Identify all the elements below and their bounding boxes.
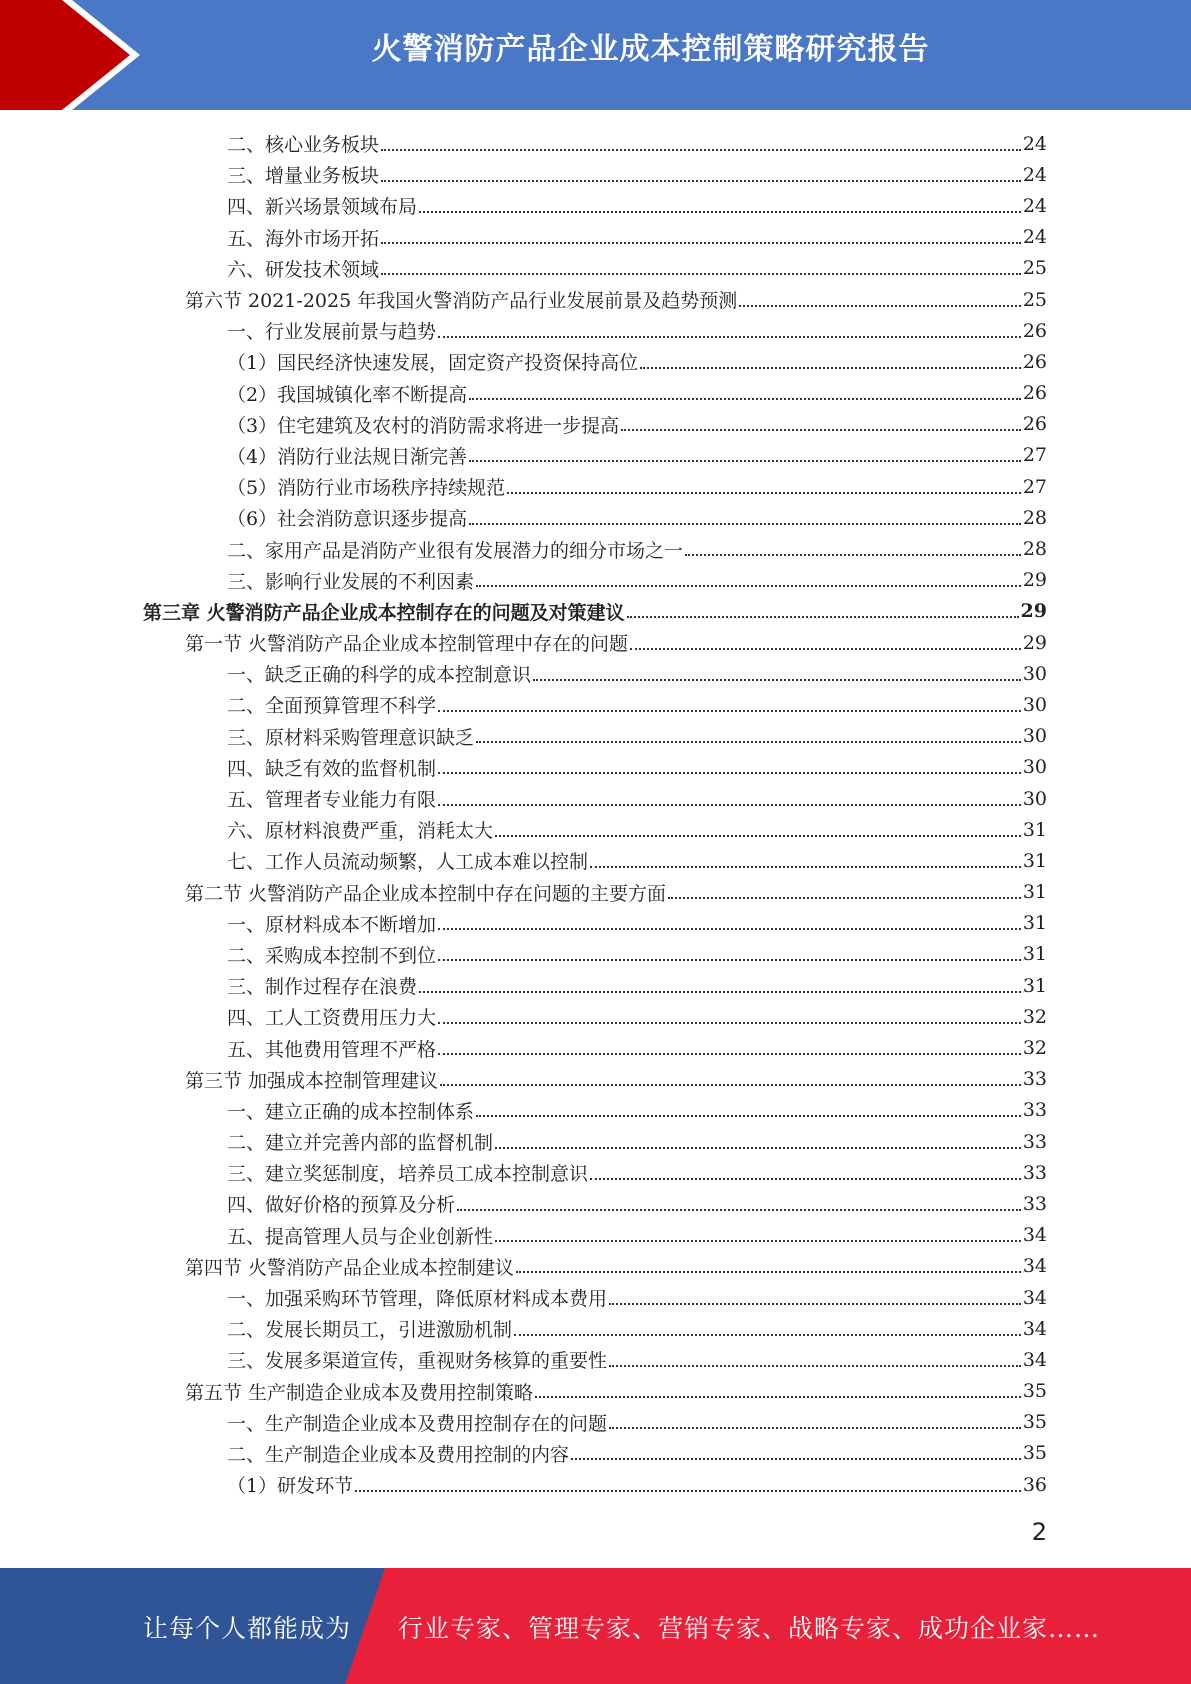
toc-entry-label: 七、工作人员流动频繁，人工成本难以控制 bbox=[227, 851, 589, 874]
toc-dot-leader bbox=[571, 1458, 1021, 1460]
toc-dot-leader bbox=[419, 211, 1021, 213]
toc-entry[interactable] bbox=[0, 222, 1191, 253]
toc-entry[interactable] bbox=[0, 1188, 1191, 1219]
toc-entry-page: 34 bbox=[1022, 1286, 1047, 1309]
toc-entry-label: 一、原材料成本不断增加 bbox=[227, 913, 437, 936]
toc-entry[interactable] bbox=[0, 1469, 1191, 1500]
toc-dot-leader bbox=[627, 616, 1019, 618]
toc-dot-leader bbox=[440, 1084, 1021, 1086]
toc-entry-label: （6）社会消防意识逐步提高 bbox=[227, 508, 468, 531]
toc-dot-leader bbox=[469, 523, 1021, 525]
toc-entry-page: 33 bbox=[1022, 1068, 1047, 1091]
toc-dot-leader bbox=[438, 336, 1021, 338]
toc-entry[interactable] bbox=[0, 1438, 1191, 1469]
toc-entry-label: 三、制作过程存在浪费 bbox=[227, 976, 418, 999]
toc-dot-leader bbox=[590, 1178, 1021, 1180]
page-header bbox=[0, 0, 1191, 110]
toc-dot-leader bbox=[438, 772, 1021, 774]
toc-entry-page: 32 bbox=[1022, 1037, 1047, 1060]
toc-entry[interactable] bbox=[0, 970, 1191, 1001]
toc-entry-page: 31 bbox=[1022, 912, 1047, 935]
toc-entry[interactable] bbox=[0, 596, 1191, 627]
toc-entry-label: 第六节 2021-2025 年我国火警消防产品行业发展前景及趋势预测 bbox=[185, 290, 738, 313]
toc-entry-page: 33 bbox=[1022, 1099, 1047, 1122]
toc-entry-label: 五、海外市场开拓 bbox=[227, 227, 380, 250]
toc-entry-page: 31 bbox=[1022, 881, 1047, 904]
toc-entry[interactable] bbox=[0, 1032, 1191, 1063]
toc-entry-page: 34 bbox=[1022, 1224, 1047, 1247]
toc-dot-leader bbox=[355, 1490, 1021, 1492]
toc-entry[interactable] bbox=[0, 1126, 1191, 1157]
toc-dot-leader bbox=[609, 1427, 1021, 1429]
toc-dot-leader bbox=[457, 1209, 1021, 1211]
toc-entry-page: 30 bbox=[1022, 756, 1047, 779]
toc-entry-label: 六、原材料浪费严重，消耗太大 bbox=[227, 820, 494, 843]
toc-entry-label: 第三章 火警消防产品企业成本控制存在的问题及对策建议 bbox=[143, 601, 625, 624]
toc-dot-leader bbox=[438, 928, 1021, 930]
toc-entry-label: 三、增量业务板块 bbox=[227, 165, 380, 188]
toc-entry-page: 34 bbox=[1022, 1348, 1047, 1371]
toc-entry-page: 34 bbox=[1022, 1317, 1047, 1340]
toc-entry-page: 35 bbox=[1022, 1442, 1047, 1465]
toc-entry-label: 一、生产制造企业成本及费用控制存在的问题 bbox=[227, 1412, 608, 1435]
toc-entry-page: 31 bbox=[1022, 849, 1047, 872]
toc-entry-page: 24 bbox=[1022, 194, 1047, 217]
table-of-contents bbox=[0, 128, 1191, 1500]
toc-entry-label: 一、缺乏正确的科学的成本控制意识 bbox=[227, 664, 532, 687]
toc-entry-page: 26 bbox=[1022, 319, 1047, 342]
toc-dot-leader bbox=[438, 1053, 1021, 1055]
toc-entry-label: 第二节 火警消防产品企业成本控制中存在问题的主要方面 bbox=[185, 882, 667, 905]
toc-entry-page: 27 bbox=[1022, 444, 1047, 467]
toc-entry-label: 四、新兴场景领域布局 bbox=[227, 196, 418, 219]
toc-entry[interactable] bbox=[0, 346, 1191, 377]
header-red-chevron-icon bbox=[0, 0, 150, 110]
toc-entry-page: 28 bbox=[1022, 538, 1047, 561]
toc-entry[interactable] bbox=[0, 1157, 1191, 1188]
toc-entry[interactable] bbox=[0, 533, 1191, 564]
toc-entry-label: 五、提高管理人员与企业创新性 bbox=[227, 1225, 494, 1248]
toc-entry-page: 36 bbox=[1022, 1473, 1047, 1496]
toc-dot-leader bbox=[640, 367, 1021, 369]
toc-entry[interactable] bbox=[0, 1344, 1191, 1375]
toc-entry-label: （3）住宅建筑及农村的消防需求将进一步提高 bbox=[227, 414, 620, 437]
toc-entry[interactable] bbox=[0, 1313, 1191, 1344]
toc-dot-leader bbox=[668, 897, 1021, 899]
toc-dot-leader bbox=[533, 679, 1021, 681]
toc-entry-page: 30 bbox=[1022, 693, 1047, 716]
toc-dot-leader bbox=[381, 149, 1021, 151]
toc-entry-page: 33 bbox=[1022, 1161, 1047, 1184]
toc-entry[interactable] bbox=[0, 190, 1191, 221]
toc-entry-page: 29 bbox=[1022, 631, 1047, 654]
toc-dot-leader bbox=[514, 1334, 1021, 1336]
toc-dot-leader bbox=[609, 1303, 1021, 1305]
toc-entry[interactable] bbox=[0, 627, 1191, 658]
toc-dot-leader bbox=[381, 242, 1021, 244]
toc-entry[interactable] bbox=[0, 471, 1191, 502]
toc-entry[interactable] bbox=[0, 1376, 1191, 1407]
toc-entry[interactable] bbox=[0, 409, 1191, 440]
toc-entry[interactable] bbox=[0, 752, 1191, 783]
toc-entry-label: 第五节 生产制造企业成本及费用控制策略 bbox=[185, 1381, 534, 1404]
toc-entry-page: 30 bbox=[1022, 662, 1047, 685]
toc-entry-page: 26 bbox=[1022, 382, 1047, 405]
toc-entry-label: 二、建立并完善内部的监督机制 bbox=[227, 1132, 494, 1155]
toc-entry-page: 31 bbox=[1022, 974, 1047, 997]
toc-dot-leader bbox=[739, 305, 1021, 307]
toc-entry[interactable] bbox=[0, 378, 1191, 409]
toc-entry-label: 二、家用产品是消防产业很有发展潜力的细分市场之一 bbox=[227, 539, 684, 562]
toc-entry-label: 三、影响行业发展的不利因素 bbox=[227, 570, 475, 593]
toc-entry-label: （1）国民经济快速发展，固定资产投资保持高位 bbox=[227, 352, 639, 375]
toc-entry[interactable] bbox=[0, 284, 1191, 315]
toc-entry-page: 29 bbox=[1020, 600, 1047, 623]
toc-dot-leader bbox=[381, 180, 1021, 182]
toc-dot-leader bbox=[438, 804, 1021, 806]
toc-entry-label: 第三节 加强成本控制管理建议 bbox=[185, 1069, 439, 1092]
toc-entry[interactable] bbox=[0, 253, 1191, 284]
toc-dot-leader bbox=[438, 959, 1021, 961]
toc-dot-leader bbox=[590, 866, 1021, 868]
toc-entry-label: （1）研发环节 bbox=[227, 1475, 354, 1498]
toc-dot-leader bbox=[476, 741, 1021, 743]
toc-dot-leader bbox=[621, 429, 1021, 431]
toc-entry-label: （4）消防行业法规日渐完善 bbox=[227, 445, 468, 468]
toc-entry-page: 31 bbox=[1022, 818, 1047, 841]
toc-entry-page: 28 bbox=[1022, 506, 1047, 529]
toc-entry-label: 一、建立正确的成本控制体系 bbox=[227, 1100, 475, 1123]
toc-entry[interactable] bbox=[0, 440, 1191, 471]
toc-entry[interactable] bbox=[0, 877, 1191, 908]
toc-entry-page: 24 bbox=[1022, 132, 1047, 155]
toc-entry-label: （5）消防行业市场秩序持续规范 bbox=[227, 477, 506, 500]
page-footer bbox=[0, 1568, 1191, 1684]
toc-entry-page: 29 bbox=[1022, 569, 1047, 592]
footer-slogan-right: 行业专家、管理专家、营销专家、战略专家、成功企业家…… bbox=[398, 1614, 1101, 1643]
toc-dot-leader bbox=[516, 1271, 1021, 1273]
toc-entry[interactable] bbox=[0, 908, 1191, 939]
toc-entry[interactable] bbox=[0, 565, 1191, 596]
page-number: 2 bbox=[1031, 1518, 1047, 1546]
toc-entry-page: 33 bbox=[1022, 1192, 1047, 1215]
toc-dot-leader bbox=[419, 991, 1021, 993]
toc-dot-leader bbox=[495, 835, 1021, 837]
toc-entry-page: 26 bbox=[1022, 413, 1047, 436]
toc-entry-page: 24 bbox=[1022, 163, 1047, 186]
toc-entry[interactable] bbox=[0, 845, 1191, 876]
toc-entry-label: 二、核心业务板块 bbox=[227, 134, 380, 157]
toc-entry-page: 35 bbox=[1022, 1380, 1047, 1403]
toc-entry-label: 二、全面预算管理不科学 bbox=[227, 695, 437, 718]
toc-dot-leader bbox=[469, 460, 1021, 462]
toc-entry-page: 27 bbox=[1022, 475, 1047, 498]
toc-entry-page: 32 bbox=[1022, 1005, 1047, 1028]
toc-dot-leader bbox=[535, 1396, 1021, 1398]
toc-entry[interactable] bbox=[0, 783, 1191, 814]
toc-entry[interactable] bbox=[0, 1251, 1191, 1282]
toc-dot-leader bbox=[630, 648, 1021, 650]
report-title: 火警消防产品企业成本控制策略研究报告 bbox=[371, 32, 930, 67]
toc-entry-label: 三、发展多渠道宣传，重视财务核算的重要性 bbox=[227, 1350, 608, 1373]
toc-entry-page: 33 bbox=[1022, 1130, 1047, 1153]
toc-entry-label: 二、生产制造企业成本及费用控制的内容 bbox=[227, 1443, 570, 1466]
toc-entry[interactable] bbox=[0, 939, 1191, 970]
footer-slogan-left: 让每个人都能成为 bbox=[143, 1614, 352, 1643]
toc-entry[interactable] bbox=[0, 814, 1191, 845]
toc-entry[interactable] bbox=[0, 689, 1191, 720]
toc-dot-leader bbox=[476, 585, 1021, 587]
toc-entry-page: 24 bbox=[1022, 226, 1047, 249]
toc-entry[interactable] bbox=[0, 315, 1191, 346]
toc-entry-page: 34 bbox=[1022, 1255, 1047, 1278]
toc-entry-page: 25 bbox=[1022, 288, 1047, 311]
toc-entry-label: 第一节 火警消防产品企业成本控制管理中存在的问题 bbox=[185, 633, 629, 656]
toc-entry-label: 二、发展长期员工，引进激励机制 bbox=[227, 1319, 513, 1342]
toc-entry-label: 二、采购成本控制不到位 bbox=[227, 944, 437, 967]
toc-dot-leader bbox=[438, 710, 1021, 712]
toc-entry[interactable] bbox=[0, 128, 1191, 159]
toc-entry[interactable] bbox=[0, 1095, 1191, 1126]
toc-entry-label: 三、建立奖惩制度，培养员工成本控制意识 bbox=[227, 1163, 589, 1186]
toc-dot-leader bbox=[469, 398, 1021, 400]
toc-entry-label: 五、其他费用管理不严格 bbox=[227, 1038, 437, 1061]
toc-dot-leader bbox=[609, 1365, 1021, 1367]
toc-dot-leader bbox=[476, 1115, 1021, 1117]
toc-entry-label: 一、行业发展前景与趋势 bbox=[227, 321, 437, 344]
toc-entry[interactable] bbox=[0, 1220, 1191, 1251]
toc-entry-label: 四、工人工资费用压力大 bbox=[227, 1007, 437, 1030]
toc-entry-label: 五、管理者专业能力有限 bbox=[227, 789, 437, 812]
toc-entry[interactable] bbox=[0, 721, 1191, 752]
toc-entry-label: 第四节 火警消防产品企业成本控制建议 bbox=[185, 1256, 515, 1279]
toc-entry[interactable] bbox=[0, 1407, 1191, 1438]
toc-dot-leader bbox=[495, 1147, 1021, 1149]
toc-entry-label: （2）我国城镇化率不断提高 bbox=[227, 383, 468, 406]
toc-entry-label: 一、加强采购环节管理，降低原材料成本费用 bbox=[227, 1288, 608, 1311]
toc-dot-leader bbox=[381, 273, 1021, 275]
toc-entry-label: 六、研发技术领域 bbox=[227, 258, 380, 281]
toc-dot-leader bbox=[685, 554, 1021, 556]
toc-entry-page: 25 bbox=[1022, 257, 1047, 280]
toc-entry[interactable] bbox=[0, 502, 1191, 533]
toc-entry[interactable] bbox=[0, 658, 1191, 689]
toc-entry[interactable] bbox=[0, 159, 1191, 190]
toc-entry-label: 四、缺乏有效的监督机制 bbox=[227, 757, 437, 780]
toc-entry-page: 35 bbox=[1022, 1411, 1047, 1434]
toc-entry-page: 31 bbox=[1022, 943, 1047, 966]
toc-entry[interactable] bbox=[0, 1282, 1191, 1313]
toc-dot-leader bbox=[438, 1022, 1021, 1024]
toc-dot-leader bbox=[507, 492, 1021, 494]
toc-dot-leader bbox=[495, 1240, 1021, 1242]
toc-entry-page: 30 bbox=[1022, 725, 1047, 748]
toc-entry-page: 26 bbox=[1022, 350, 1047, 373]
toc-entry-label: 四、做好价格的预算及分析 bbox=[227, 1194, 456, 1217]
toc-entry-page: 30 bbox=[1022, 787, 1047, 810]
toc-entry[interactable] bbox=[0, 1001, 1191, 1032]
toc-entry[interactable] bbox=[0, 1064, 1191, 1095]
toc-entry-label: 三、原材料采购管理意识缺乏 bbox=[227, 726, 475, 749]
